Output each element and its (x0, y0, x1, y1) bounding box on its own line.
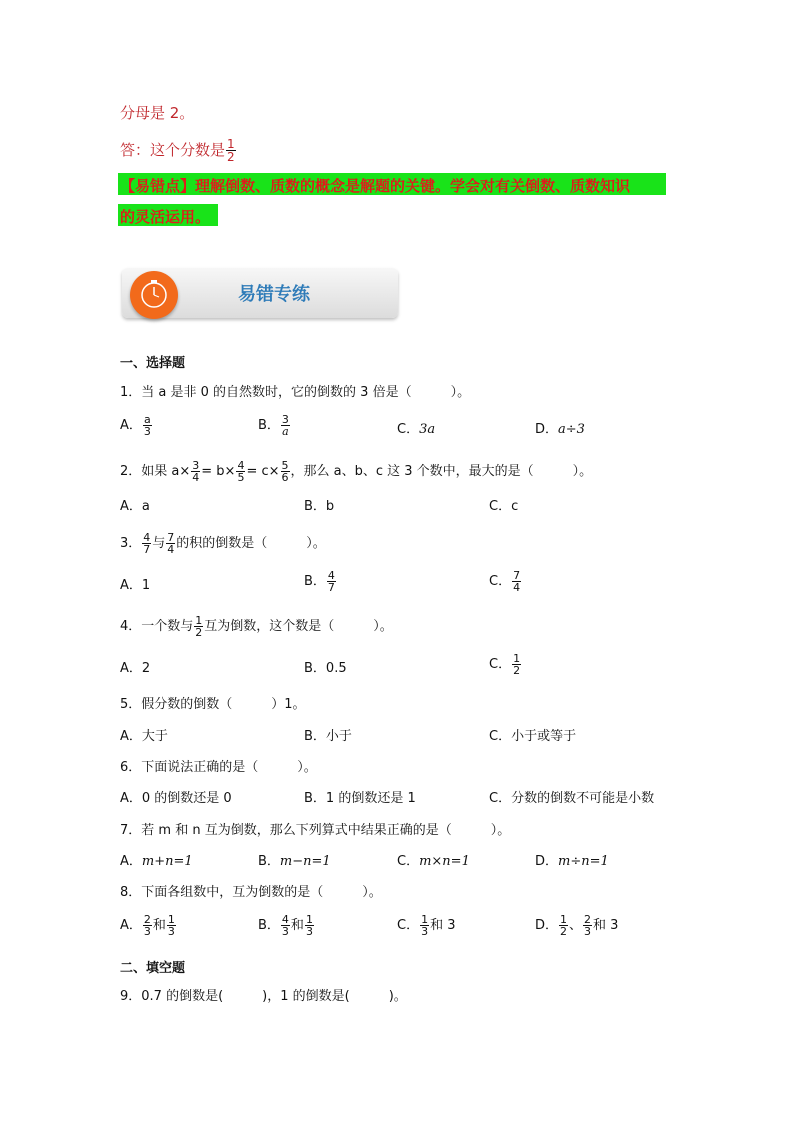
q2-option-c: C．c (489, 499, 519, 514)
question-1: 1．当 a 是非 0 的自然数时，它的倒数的 3 倍是（ ）。 (120, 385, 471, 400)
q5-option-b: B．小于 (304, 729, 352, 744)
q8-option-c: C． $\frac{1}{3}$ 和 3 (397, 913, 456, 938)
q2-fraction-2: $\frac{4}{5}$ (237, 459, 245, 484)
q5-option-c: C．小于或等于 (489, 729, 577, 744)
q3-c-fraction: $\frac{7}{4}$ (513, 569, 521, 594)
q2-fraction-1: $\frac{3}{4}$ (192, 459, 200, 484)
q7-option-b: B．m−n=1 (258, 854, 331, 869)
banner-title: 易错专练 (238, 284, 310, 305)
q6-option-b: B．1 的倒数还是 1 (304, 791, 416, 806)
q4-c-fraction: $\frac{1}{2}$ (513, 652, 521, 677)
q1-option-d: D．a÷3 (535, 422, 585, 437)
q4-option-c: C． $\frac{1}{2}$ (489, 652, 521, 677)
q1-option-c: C．3a (397, 422, 436, 437)
question-7: 7．若 m 和 n 互为倒数，那么下列算式中结果正确的是（ ）。 (120, 823, 511, 838)
question-4: 4．一个数与 $\frac{1}{2}$ 互为倒数，这个数是（ ）。 (120, 614, 393, 639)
q8-option-d: D． $\frac{1}{2}$ 、 $\frac{2}{3}$ 和 3 (535, 913, 619, 938)
q1-option-a: A． $\frac{a}{3}$ (120, 413, 151, 438)
q3-b-fraction: $\frac{4}{7}$ (327, 569, 335, 594)
q3-option-a: A．1 (120, 578, 151, 593)
q3-fraction-1: $\frac{4}{7}$ (143, 531, 151, 556)
question-5: 5．假分数的倒数（ ）1。 (120, 697, 306, 712)
stopwatch-icon (130, 271, 178, 319)
q7-option-d: D．m÷n=1 (535, 854, 609, 869)
q8-option-a: A． $\frac{2}{3}$ 和 $\frac{1}{3}$ (120, 913, 175, 938)
section-title-choice: 一、选择题 (120, 356, 186, 371)
answer-line (120, 138, 237, 163)
tip-line-1: 【易错点】理解倒数、质数的概念是解题的关键。学会对有关倒数、质数知识 (120, 177, 631, 195)
q4-option-a: A．2 (120, 661, 151, 676)
q6-option-c: C．分数的倒数不可能是小数 (489, 791, 655, 806)
section-title-fill: 二、填空题 (120, 961, 186, 976)
q1-b-fraction: $\frac{3}{a}$ (281, 413, 289, 438)
q8-option-b: B． $\frac{4}{3}$ 和 $\frac{1}{3}$ (258, 913, 313, 938)
q1-a-fraction: $\frac{a}{3}$ (143, 413, 151, 438)
question-9: 9．0.7 的倒数是( )，1 的倒数是( )。 (120, 989, 407, 1004)
q7-option-a: A．m+n=1 (120, 854, 193, 869)
q6-option-a: A．0 的倒数还是 0 (120, 791, 232, 806)
q2-fraction-3: $\frac{5}{6}$ (281, 459, 289, 484)
q2-option-a: A．a (120, 499, 150, 514)
q5-option-a: A．大于 (120, 729, 168, 744)
q1-option-b: B． $\frac{3}{a}$ (258, 413, 289, 438)
q7-option-c: C．m×n=1 (397, 854, 470, 869)
q2-option-b: B．b (304, 499, 335, 514)
tip-line-2: 的灵活运用。 (120, 208, 211, 226)
answer-prefix: 答：这个分数是 (120, 141, 226, 159)
answer-fraction: $\frac{1}{2}$ (227, 137, 235, 164)
question-3: 3． $\frac{4}{7}$ 与 $\frac{7}{4}$ 的积的倒数是（ ）。 (120, 531, 326, 556)
q3-fraction-2: $\frac{7}{4}$ (167, 531, 175, 556)
question-2: 2．如果 a× $\frac{3}{4}$ = b× $\frac{4}{5}$ = c× $\frac{5}{6}$ ，那么 a、b、c 这 3 个数中，最大的是（ ）。 (120, 459, 593, 484)
solution-line: 分母是 2。 (120, 104, 195, 122)
q3-option-c: C． $\frac{7}{4}$ (489, 569, 521, 594)
q4-option-b: B．0.5 (304, 661, 347, 676)
q4-fraction: $\frac{1}{2}$ (195, 614, 203, 639)
question-8: 8．下面各组数中，互为倒数的是（ ）。 (120, 885, 382, 900)
question-6: 6．下面说法正确的是（ ）。 (120, 760, 317, 775)
q3-option-b: B． $\frac{4}{7}$ (304, 569, 335, 594)
